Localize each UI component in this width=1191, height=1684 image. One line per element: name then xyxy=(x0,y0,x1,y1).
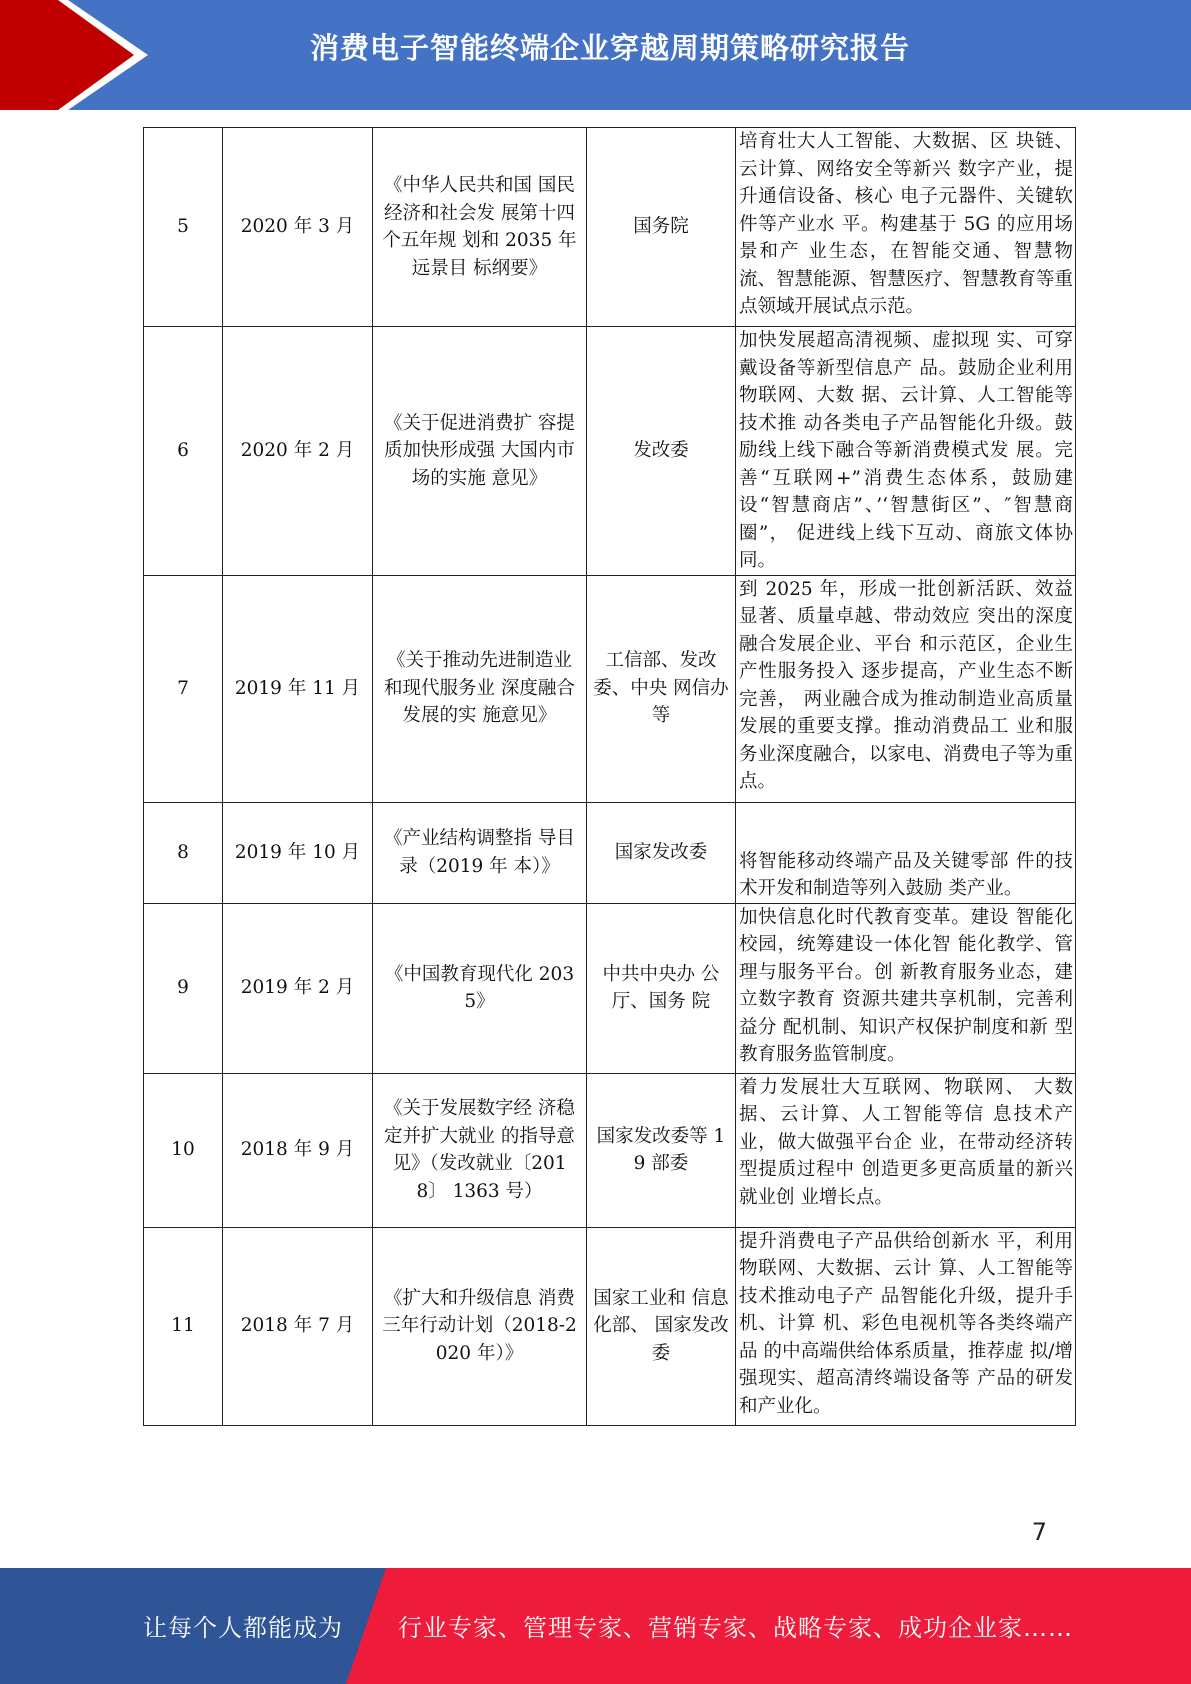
release-date: 2020 年 2 月 xyxy=(223,327,373,576)
table-row xyxy=(144,327,1076,576)
issuing-department: 国家发改委 xyxy=(587,802,736,903)
policy-title: 《关于发展数字经 济稳定并扩大就业 的指导意见》（发改就业〔2018〕 1363 号） xyxy=(373,1073,587,1227)
policy-content: 将智能移动终端产品及关键零部 件的技术开发和制造等列入鼓励 类产业。 xyxy=(736,802,1076,903)
table-row xyxy=(144,1073,1076,1227)
policy-title: 《产业结构调整指 导目录（2019 年 本）》 xyxy=(373,802,587,903)
table-row xyxy=(144,903,1076,1073)
header-chevron-icon xyxy=(0,0,160,110)
release-date: 2019 年 2 月 xyxy=(223,903,373,1073)
policy-content: 提升消费电子产品供给创新水 平，利用物联网、大数据、云计 算、人工智能等技术推动电子产 品智能化升级，提升手机、计算 机、彩色电视机等各类终端产品 的中高端供给体系质量，推荐虚 拟/增强现实、超高清终端设备等 产品的研发和产业化。 xyxy=(736,1227,1076,1425)
release-date: 2020 年 3 月 xyxy=(223,128,373,327)
footer-slogan-right: 行业专家、管理专家、营销专家、战略专家、成功企业家…… xyxy=(398,1614,1073,1642)
policy-title: 《关于促进消费扩 容提质加快形成强 大国内市场的实施 意见》 xyxy=(373,327,587,576)
issuing-department: 发改委 xyxy=(587,327,736,576)
table-row xyxy=(144,802,1076,903)
row-number: 5 xyxy=(144,128,223,327)
policy-table xyxy=(143,127,1076,1426)
policy-title: 《中华人民共和国 国民经济和社会发 展第十四个五年规 划和 2035 年远景目 标纲要》 xyxy=(373,128,587,327)
footer-banner xyxy=(0,1568,1191,1684)
table-row xyxy=(144,575,1076,802)
policy-content: 到 2025 年，形成一批创新活跃、效益显著、质量卓越、带动效应 突出的深度融合发展企业、平台 和示范区，企业生产性服务投入 逐步提高，产业生态不断完善， 两业融合成为推动制造业高质量 发展的重要支撑。推动消费品工 业和服务业深度融合，以家电、消费电子等为重点。 xyxy=(736,575,1076,802)
release-date: 2019 年 10 月 xyxy=(223,802,373,903)
issuing-department: 国家发改委等 19 部委 xyxy=(587,1073,736,1227)
release-date: 2018 年 9 月 xyxy=(223,1073,373,1227)
issuing-department: 工信部、发改委、中央 网信办等 xyxy=(587,575,736,802)
issuing-department: 国家工业和 信息化部、 国家发改委 xyxy=(587,1227,736,1425)
policy-content: 着力发展壮大互联网、物联网、 大数据、云计算、人工智能等信 息技术产业，做大做强平台企 业，在带动经济转型提质过程中 创造更多更高质量的新兴就业创 业增长点。 xyxy=(736,1073,1076,1227)
page-number: 7 xyxy=(1031,1518,1047,1546)
policy-content: 加快发展超高清视频、虚拟现 实、可穿戴设备等新型信息产 品。鼓励企业利用物联网、大数 据、云计算、人工智能等技术推 动各类电子产品智能化升级。鼓 励线上线下融合等新消费模式发 展。完善“互联网+”消费生态体系，鼓励建设“智慧商店”、’‘智慧街区”、″智慧商圈”， 促进线上线下互动、商旅文体协 同。 xyxy=(736,327,1076,576)
policy-title: 《扩大和升级信息 消费三年行动计划（2018-2020 年）》 xyxy=(373,1227,587,1425)
table-row xyxy=(144,1227,1076,1425)
row-number: 9 xyxy=(144,903,223,1073)
release-date: 2018 年 7 月 xyxy=(223,1227,373,1425)
report-title: 消费电子智能终端企业穿越周期策略研究报告 xyxy=(309,31,910,65)
row-number: 10 xyxy=(144,1073,223,1227)
policy-content: 加快信息化时代教育变革。建设 智能化校园，统筹建设一体化智 能化教学、管理与服务平台。创 新教育服务业态，建立数字教育 资源共建共享机制，完善利益分 配机制、知识产权保护制度和新 型教育服务监管制度。 xyxy=(736,903,1076,1073)
header-banner xyxy=(0,0,1191,110)
footer-slogan-left: 让每个人都能成为 xyxy=(143,1614,343,1642)
release-date: 2019 年 11 月 xyxy=(223,575,373,802)
row-number: 8 xyxy=(144,802,223,903)
row-number: 11 xyxy=(144,1227,223,1425)
table-row xyxy=(144,128,1076,327)
row-number: 6 xyxy=(144,327,223,576)
policy-title: 《关于推动先进制造业和现代服务业 深度融合发展的实 施意见》 xyxy=(373,575,587,802)
issuing-department: 国务院 xyxy=(587,128,736,327)
policy-content: 培育壮大人工智能、大数据、区 块链、云计算、网络安全等新兴 数字产业，提升通信设备、核心 电子元器件、关键软件等产业水 平。构建基于 5G 的应用场景和产 业生态，在智能交通、智慧物 流、智慧能源、智慧医疗、智慧教育等重点领域开展试点示范。 xyxy=(736,128,1076,327)
issuing-department: 中共中央办 公厅、国务 院 xyxy=(587,903,736,1073)
policy-title: 《中国教育现代化 2035》 xyxy=(373,903,587,1073)
row-number: 7 xyxy=(144,575,223,802)
